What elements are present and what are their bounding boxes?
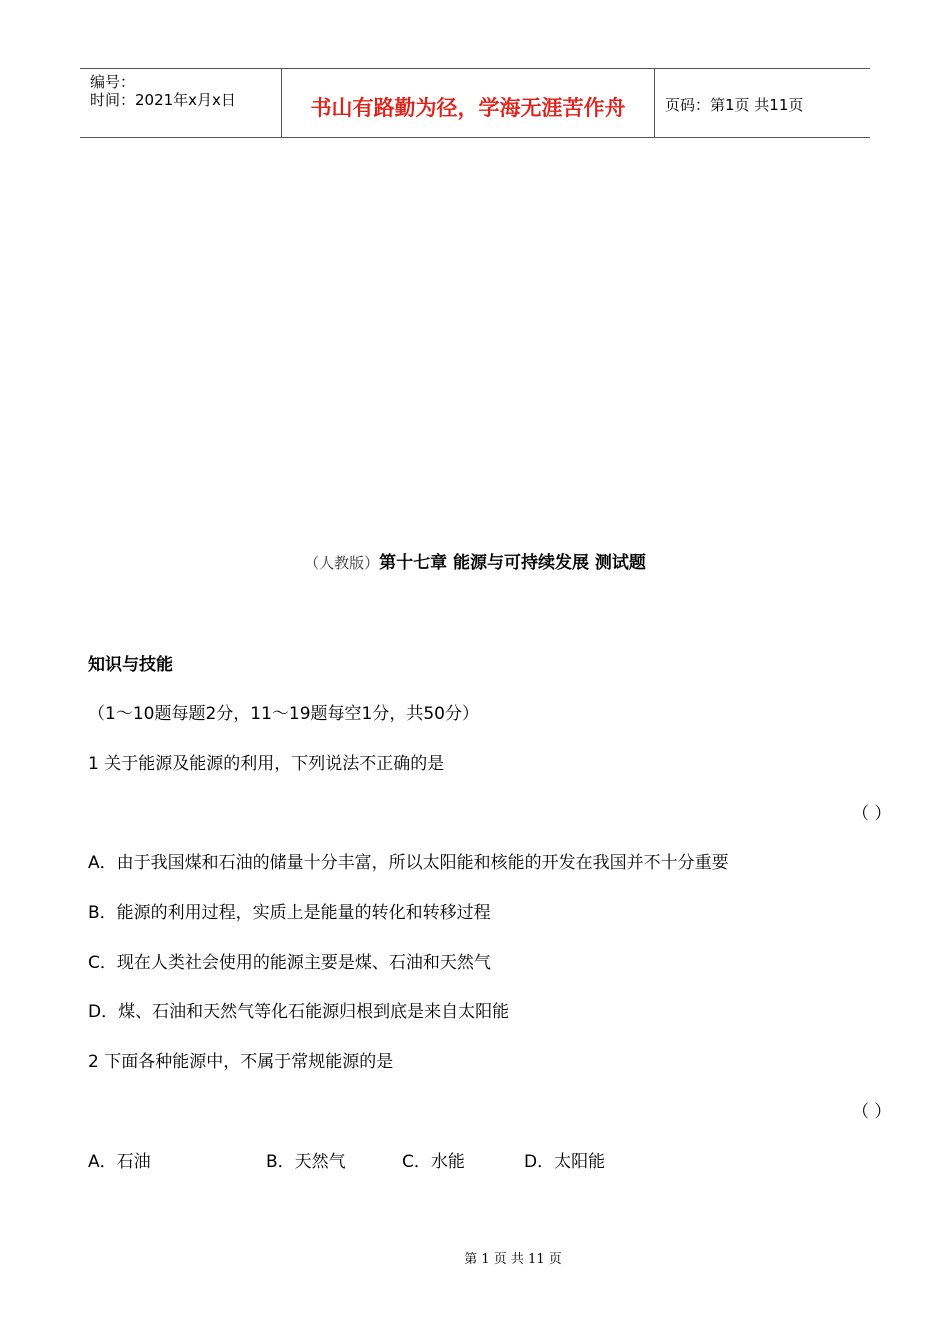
question-1-stem: 1 关于能源及能源的利用，下列说法不正确的是 — [88, 754, 445, 774]
question-2-option-b: B．天然气 — [266, 1152, 346, 1172]
scoring-instructions: （1～10题每题2分，11～19题每空1分，共50分） — [88, 704, 479, 724]
chapter-title: 第十七章 能源与可持续发展 测试题 — [379, 553, 646, 573]
question-2-option-a: A．石油 — [88, 1152, 151, 1172]
document-title — [0, 548, 950, 573]
publisher-label: （人教版） — [304, 554, 380, 572]
question-1-option-d: D．煤、石油和天然气等化石能源归根到底是来自太阳能 — [88, 1002, 510, 1022]
question-1-option-a: A．由于我国煤和石油的储量十分丰富，所以太阳能和核能的开发在我国并不十分重要 — [88, 853, 729, 873]
header-page-info: 页码：第1页 共11页 — [665, 96, 804, 114]
header-motto-cell — [281, 69, 655, 137]
document-number-label: 编号： — [90, 73, 136, 91]
question-1-option-b: B．能源的利用过程，实质上是能量的转化和转移过程 — [88, 903, 491, 923]
document-header — [80, 68, 870, 138]
page-footer: 第 1 页 共 11 页 — [464, 1252, 562, 1267]
header-page-cell — [655, 69, 870, 137]
question-1-option-c: C．现在人类社会使用的能源主要是煤、石油和天然气 — [88, 953, 491, 973]
question-2-option-c: C．水能 — [402, 1152, 465, 1172]
header-motto: 书山有路勤为径，学海无涯苦作舟 — [310, 96, 626, 120]
question-2-stem: 2 下面各种能源中，不属于常规能源的是 — [88, 1052, 394, 1072]
question-1-answer-blank: （ ） — [852, 804, 892, 824]
header-meta-cell — [80, 69, 280, 137]
section-heading: 知识与技能 — [88, 655, 173, 675]
document-date-label: 时间：2021年x月x日 — [90, 91, 236, 109]
question-2-option-d: D．太阳能 — [524, 1152, 606, 1172]
question-2-answer-blank: （ ） — [852, 1102, 892, 1122]
